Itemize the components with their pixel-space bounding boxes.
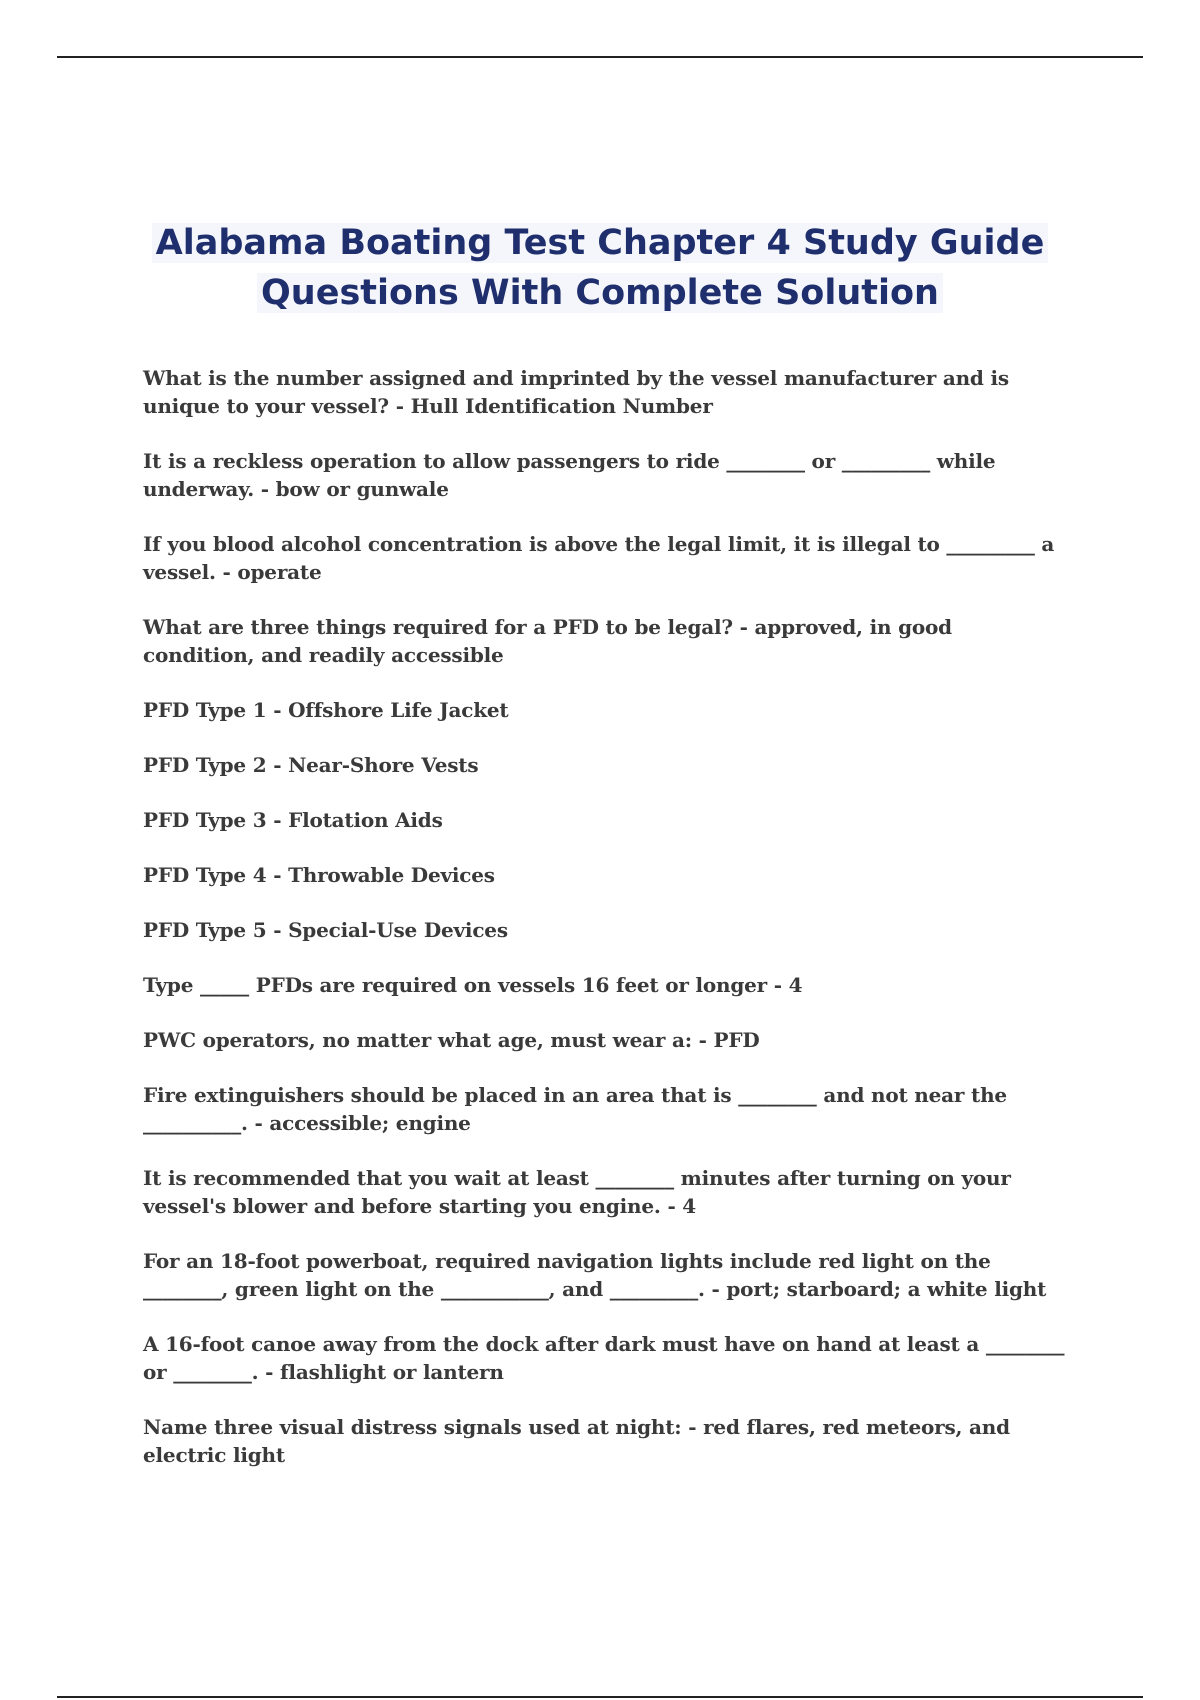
- qa-item: PFD Type 3 - Flotation Aids: [143, 808, 443, 832]
- top-rule: [57, 56, 1143, 58]
- qa-list: [143, 364, 1068, 1496]
- qa-item: Type _____ PFDs are required on vessels 16 feet or longer - 4: [143, 973, 803, 997]
- title-line-2: Questions With Complete Solution: [257, 273, 943, 313]
- qa-item: PFD Type 1 - Offshore Life Jacket: [143, 698, 509, 722]
- qa-item: PFD Type 2 - Near-Shore Vests: [143, 753, 479, 777]
- qa-item: It is recommended that you wait at least ________ minutes after turning on your vessel's blower and before starting you engine. - 4: [143, 1166, 1011, 1218]
- title-line-1: Alabama Boating Test Chapter 4 Study Guide: [152, 223, 1049, 263]
- document-title: [0, 218, 1200, 318]
- qa-item: It is a reckless operation to allow passengers to ride ________ or _________ while underway. - bow or gunwale: [143, 449, 996, 501]
- qa-item: What is the number assigned and imprinted by the vessel manufacturer and is unique to your vessel? - Hull Identification Number: [143, 366, 1009, 418]
- qa-item: A 16-foot canoe away from the dock after dark must have on hand at least a ________ or ________. - flashlight or lantern: [143, 1332, 1065, 1384]
- qa-item: Name three visual distress signals used at night: - red flares, red meteors, and electric light: [143, 1415, 1010, 1467]
- qa-item: For an 18-foot powerboat, required navigation lights include red light on the ________, green light on the ___________, and _________. - port; starboard; a white light: [143, 1249, 1047, 1301]
- qa-item: PFD Type 4 - Throwable Devices: [143, 863, 495, 887]
- qa-item: PFD Type 5 - Special-Use Devices: [143, 918, 508, 942]
- bottom-rule: [57, 1696, 1143, 1698]
- qa-item: What are three things required for a PFD to be legal? - approved, in good condition, and readily accessible: [143, 615, 952, 667]
- qa-item: Fire extinguishers should be placed in an area that is ________ and not near the __________. - accessible; engine: [143, 1083, 1007, 1135]
- qa-item: If you blood alcohol concentration is above the legal limit, it is illegal to _________ a vessel. - operate: [143, 532, 1055, 584]
- qa-item: PWC operators, no matter what age, must wear a: - PFD: [143, 1028, 760, 1052]
